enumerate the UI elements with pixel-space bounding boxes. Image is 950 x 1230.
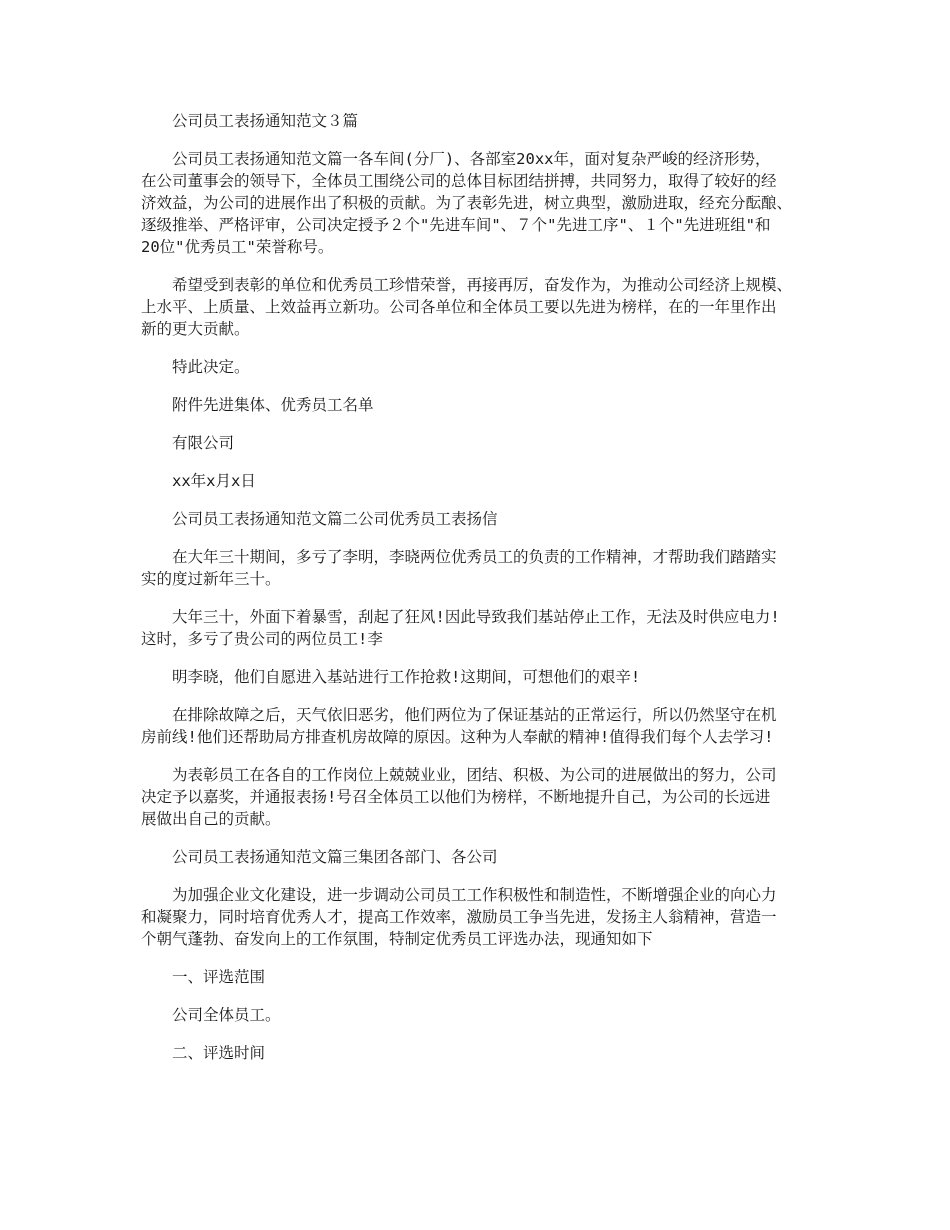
paragraph	[141, 666, 811, 688]
paragraph	[141, 432, 811, 454]
paragraph-line: 为表彰员工在各自的工作岗位上兢兢业业，团结、积极、为公司的进展做出的努力，公司	[172, 766, 777, 784]
paragraph-line: 大年三十，外面下着暴雪，刮起了狂风!因此导致我们基站停止工作，无法及时供应电力!	[172, 608, 780, 626]
paragraph-line: 公司员工表扬通知范文篇一各车间(分厂)、各部室20xx年，面对复杂严峻的经济形势，	[172, 150, 771, 168]
paragraph-line: 在公司董事会的领导下，全体员工围绕公司的总体目标团结拼搏，共同努力，取得了较好的经	[141, 172, 777, 190]
paragraph-line: 公司员工表扬通知范文篇三集团各部门、各公司	[172, 848, 498, 866]
paragraph-line: 逐级推举、严格评审，公司决定授予２个"先进车间"、７个"先进工序"、１个"先进班组"和	[141, 216, 771, 234]
paragraph-line: 房前线!他们还帮助局方排查机房故障的原因。这种为人奉献的精神!值得我们每个人去学习!	[141, 728, 774, 746]
paragraph-line: 新的更大贡献。	[141, 320, 250, 338]
paragraph-line: 决定予以嘉奖，并通报表扬!号召全体员工以他们为榜样，不断地提升自己，为公司的长远进	[141, 788, 771, 806]
paragraph-line: 个朝气蓬勃、奋发向上的工作氛围，特制定优秀员工评选办法，现通知如下	[141, 930, 653, 948]
paragraph-line: 这时，多亏了贵公司的两位员工!李	[141, 630, 383, 648]
document-body	[141, 148, 811, 1064]
paragraph	[141, 274, 811, 340]
paragraph	[141, 846, 811, 868]
paragraph	[141, 546, 811, 590]
document-page	[141, 110, 811, 1080]
paragraph	[141, 606, 811, 650]
paragraph-line: 公司全体员工。	[172, 1006, 281, 1024]
paragraph-line: 实的度过新年三十。	[141, 570, 281, 588]
paragraph	[141, 966, 811, 988]
paragraph-line: 公司员工表扬通知范文篇二公司优秀员工表扬信	[172, 510, 498, 528]
paragraph-line: 和凝聚力，同时培育优秀人才，提高工作效率，激励员工争当先进，发扬主人翁精神，营造一	[141, 908, 777, 926]
paragraph-line: 在排除故障之后，天气依旧恶劣，他们两位为了保证基站的正常运行，所以仍然坚守在机	[172, 706, 777, 724]
paragraph-line: 在大年三十期间，多亏了李明，李晓两位优秀员工的负责的工作精神，才帮助我们踏踏实	[172, 548, 777, 566]
paragraph-line: 有限公司	[172, 434, 235, 452]
paragraph-line: 展做出自己的贡献。	[141, 810, 281, 828]
paragraph-line: 20位"优秀员工"荣誉称号。	[141, 238, 334, 256]
paragraph	[141, 508, 811, 530]
paragraph	[141, 356, 811, 378]
paragraph	[141, 148, 811, 258]
paragraph	[141, 470, 811, 492]
paragraph	[141, 704, 811, 748]
paragraph-line: xx年x月x日	[172, 472, 256, 490]
paragraph-line: 一、评选范围	[172, 968, 266, 986]
paragraph	[141, 394, 811, 416]
paragraph-line: 上水平、上质量、上效益再立新功。公司各单位和全体员工要以先进为榜样，在的一年里作出	[141, 298, 777, 316]
paragraph-line: 明李晓，他们自愿进入基站进行工作抢救!这期间，可想他们的艰辛!	[172, 668, 641, 686]
paragraph-line: 为加强企业文化建设，进一步调动公司员工工作积极性和制造性，不断增强企业的向心力	[172, 886, 777, 904]
paragraph-line: 特此决定。	[172, 358, 250, 376]
paragraph	[141, 764, 811, 830]
paragraph-line: 希望受到表彰的单位和优秀员工珍惜荣誉，再接再厉，奋发作为，为推动公司经济上规模、	[172, 276, 793, 294]
paragraph	[141, 1042, 811, 1064]
document-title: 公司员工表扬通知范文３篇	[172, 112, 359, 130]
paragraph-line: 附件先进集体、优秀员工名单	[172, 396, 374, 414]
paragraph	[141, 1004, 811, 1026]
paragraph-line: 济效益，为公司的进展作出了积极的贡献。为了表彰先进，树立典型，激励进取，经充分酝酿、	[141, 194, 793, 212]
paragraph	[141, 884, 811, 950]
paragraph-line: 二、评选时间	[172, 1044, 266, 1062]
